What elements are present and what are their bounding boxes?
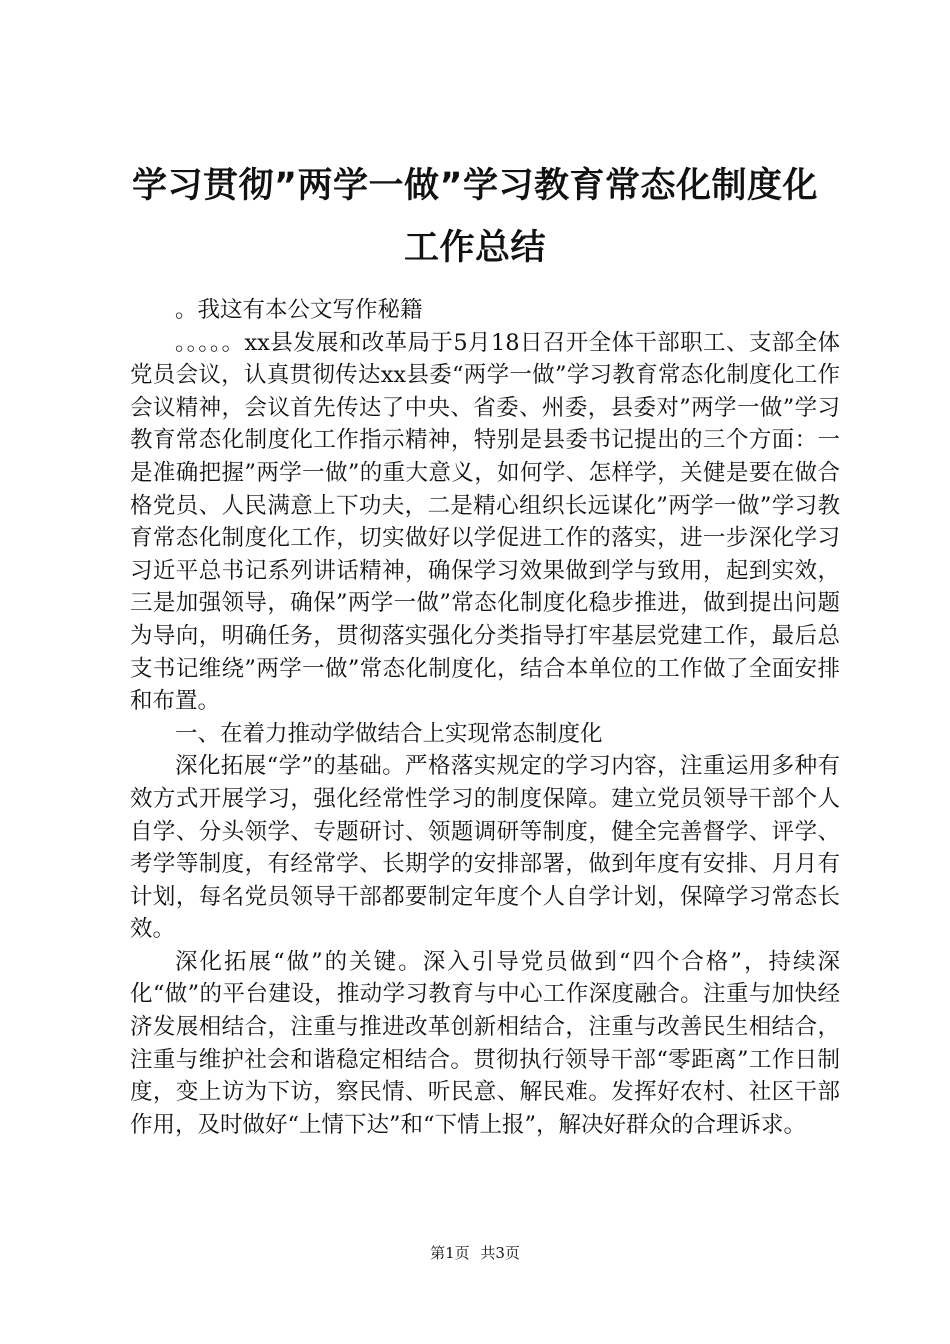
title-line-2: 工作总结	[403, 228, 546, 268]
title-line-1: 学习贯彻”两学一做”学习教育常态化制度化	[131, 166, 818, 206]
page-number: 第1页	[430, 1244, 470, 1262]
document-body	[130, 294, 840, 1141]
document-title	[110, 155, 840, 279]
paragraph: 。。。。。xx县发展和改革局于5月18日召开全体干部职工、支部全体党员会议，认真贯彻传达xx县委“两学一做”学习教育常态化制度化工作会议精神，会议首先传达了中央、省委、州委，县委对”两学一做”学习教育常态化制度化工作指示精神，特别是县委书记提出的三个方面：一是准确把握”两学一做”的重大意义，如何学、怎样学，关健是要在做合格党员、人民满意上下功夫，二是精心组织长远谋化”两学一做”学习教育常态化制度化工作，切实做好以学促进工作的落实，进一步深化学习习近平总书记系列讲话精神，确保学习效果做到学与致用，起到实效，三是加强领导，确保”两学一做”常态化制度化稳步推进，做到提出问题为导向，明确任务，贯彻落实强化分类指导打牢基层党建工作，最后总支书记维绕”两学一做”常态化制度化，结合本单位的工作做了全面安排和布置。	[130, 329, 840, 715]
paragraph: 深化拓展“学”的基础。严格落实规定的学习内容，注重运用多种有效方式开展学习，强化经常性学习的制度保障。建立党员领导干部个人自学、分头领学、专题研讨、领题调研等制度，健全完善督学、评学、考学等制度，有经常学、长期学的安排部署，做到年度有安排、月月有计划，每名党员领导干部都要制定年度个人自学计划，保障学习常态长效。	[130, 753, 840, 943]
page-footer	[0, 1243, 950, 1263]
paragraph: 深化拓展“做”的关键。深入引导党员做到“四个合格”，持续深化“做”的平台建设，推动学习教育与中心工作深度融合。注重与加快经济发展相结合，注重与推进改革创新相结合，注重与改善民生相结合，注重与维护社会和谐稳定相结合。贯彻执行领导干部“零距离”工作日制度，变上访为下访，察民情、听民意、解民难。发挥好农村、社区干部作用，及时做好“上情下达”和“下情上报”，解决好群众的合理诉求。	[130, 948, 840, 1138]
section-heading: 一、在着力推动学做结合上实现常态制度化	[175, 720, 603, 747]
page-total: 共3页	[480, 1244, 520, 1262]
intro-note: 。我这有本公文写作秘籍	[175, 297, 423, 323]
